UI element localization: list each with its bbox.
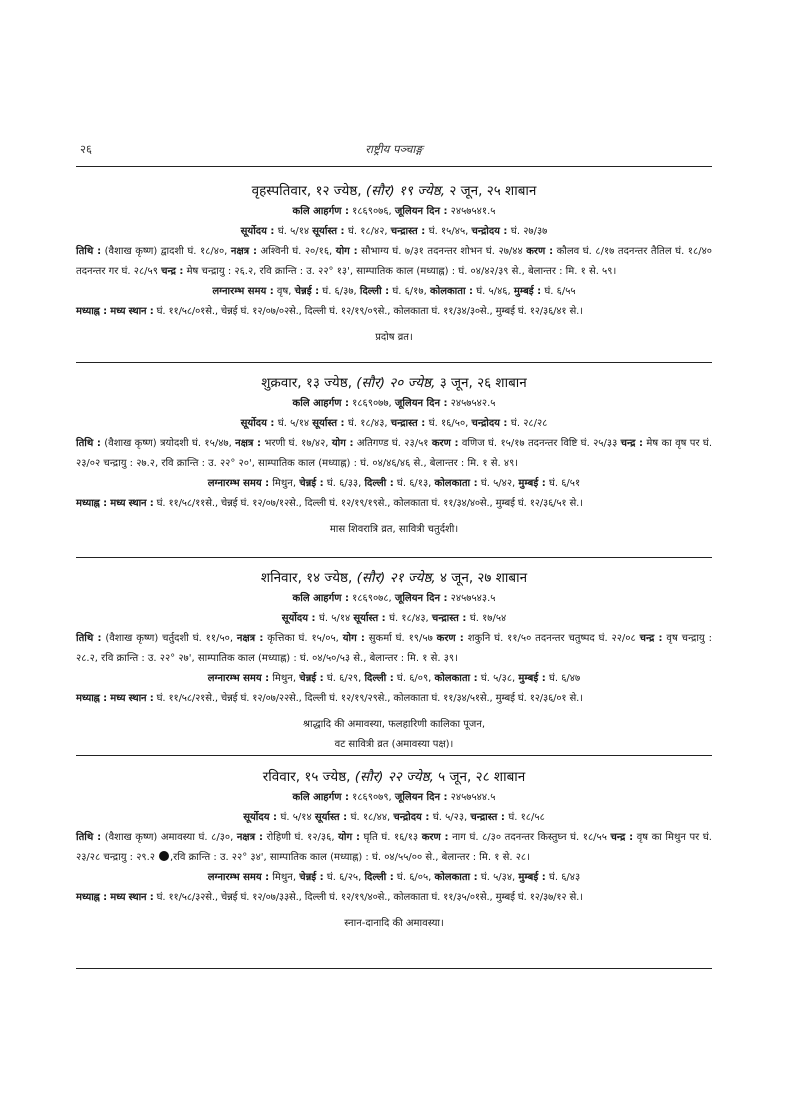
julian-value: २४५७५४२.५	[450, 398, 496, 409]
lagna-delhi: घं. ६/०५,	[396, 872, 432, 883]
day-title-rest: ५ जून, २८ शाबान	[438, 769, 526, 785]
sun-moon-value: घं. १८/४४,	[350, 812, 394, 823]
tithi-label: तिथि :	[76, 832, 102, 843]
chandra-label: चन्द्र :	[639, 633, 663, 644]
lagna-chennai-label: चेन्नई :	[294, 286, 320, 297]
yoga-label: योग :	[331, 438, 354, 449]
kali-value: १८६९०७७,	[352, 398, 392, 409]
lagna-mumbai: घं. ६/५१	[548, 478, 581, 489]
festival-line: मास शिवरात्रि व्रत, सावित्री चतुर्दशी।	[329, 524, 459, 535]
kali-value: १८६९०७८,	[352, 593, 392, 604]
sun-moon-label: सूर्योदय :	[240, 418, 278, 429]
madhyahna-label: मध्याह्न : मध्य स्थान :	[76, 498, 154, 509]
kali-label: कलि आहर्गण :	[292, 206, 349, 217]
lagna-chennai-label: चेन्नई :	[299, 673, 324, 684]
madhyahna-label: मध्याह्न : मध्य स्थान :	[76, 693, 154, 704]
kali-julian-line	[76, 202, 712, 222]
sun-moon-value: घं. १८/५८	[508, 812, 545, 823]
lagna-label: लग्नारम्भ समय :	[212, 286, 274, 297]
sun-moon-line	[76, 414, 712, 434]
yoga-label: योग :	[342, 633, 365, 644]
lagna-mumbai: घं. ६/४३	[548, 872, 581, 883]
lagna-delhi: घं. ६/१७,	[392, 286, 427, 297]
sun-moon-label: चन्द्रोदय :	[393, 812, 433, 823]
day-title	[76, 180, 712, 202]
day-title-rest: ४ जून, २७ शाबान	[440, 570, 528, 586]
day-title-rest: २ जून, २५ शाबान	[449, 183, 537, 199]
lagna-kolkata-label: कोलकाता :	[434, 872, 478, 883]
sun-moon-value: घं. १६/५०,	[428, 418, 472, 429]
sun-moon-label: चन्द्रास्त :	[390, 418, 429, 429]
sun-moon-label: सूर्योदय :	[281, 613, 319, 624]
lagna-delhi: घं. ६/१३,	[396, 478, 432, 489]
day-title	[76, 567, 712, 589]
madhyahna-value: घं. ११/५८/०१से., चेन्नई घं. १२/०७/०२से., दिल्ली घं. १२/१९/०९से., कोलकाता घं. ११/३४/३०से., मुम्बई घं. १२/३६/४१ से.।	[156, 306, 583, 317]
sun-moon-line	[76, 808, 712, 828]
lagna-mumbai: घं. ६/५५	[544, 286, 576, 297]
nakshatra-label: नक्षत्र :	[235, 438, 262, 449]
festival-line: वट सावित्री व्रत (अमावस्या पक्ष)।	[334, 739, 454, 750]
karana-value: कौलव घं. ८/१७ तदनन्तर तैतिल घं. १८/४० तदनन्तर गर घं. २८/५९	[76, 246, 712, 277]
festival-line: प्रदोष व्रत।	[375, 332, 413, 343]
lagna-line	[76, 868, 712, 888]
yoga-label: योग :	[338, 832, 360, 843]
lagna-delhi-label: दिल्ली :	[359, 286, 390, 297]
sun-moon-value: घं. १५/४५,	[428, 226, 472, 237]
sun-moon-label: सूर्यास्त :	[312, 226, 348, 237]
tithi-label: तिथि :	[76, 438, 101, 449]
day-title-rest: ३ जून, २६ शाबान	[439, 375, 527, 391]
lagna-chennai-label: चेन्नई :	[299, 478, 324, 489]
madhyahna-line	[76, 689, 712, 709]
julian-label: जूलियन दिन :	[394, 206, 448, 217]
tithi-value: (वैशाख कृष्ण) अमावस्या घं. ८/३०,	[104, 832, 234, 843]
tithi-value: (वैशाख कृष्ण) चर्तुदशी घं. ११/५०,	[105, 633, 234, 644]
section-rule	[76, 557, 712, 558]
tithi-paragraph	[76, 828, 712, 868]
chandra-value: ,रवि क्रान्ति : उ. २२° ३४', साम्पातिक काल (मध्याह्न) : घं. ०४/५५/०० से., बेलान्तर : मि. १ से. २८।	[170, 852, 530, 863]
chandra-label: चन्द्र :	[620, 438, 644, 449]
section-rule	[76, 755, 712, 756]
nakshatra-value: अश्विनी घं. २०/१६,	[260, 246, 333, 257]
lagna-rashi: मिथुन,	[272, 872, 297, 883]
day-title	[76, 766, 712, 788]
sun-moon-label: चन्द्रास्त :	[470, 812, 509, 823]
kali-julian-line	[76, 788, 712, 808]
sun-moon-label: सूर्यास्त :	[353, 613, 390, 624]
madhyahna-value: घं. ११/५८/३२से., चेन्नई घं. १२/०७/३३से., दिल्ली घं. १२/१९/४०से., कोलकाता घं. ११/३५/०१से., मुम्बई घं. १२/३७/१२ से.।	[156, 892, 583, 903]
day-title-main: रविवार, १५ ज्येष्ठ,	[262, 769, 351, 785]
lagna-line	[76, 669, 712, 689]
sun-moon-label: चन्द्रास्त :	[431, 613, 470, 624]
karana-label: करण :	[436, 633, 464, 644]
page-number: २६	[80, 142, 92, 156]
tithi-paragraph	[76, 629, 712, 669]
tithi-value: (वैशाख कृष्ण) त्रयोदशी घं. १५/४७,	[104, 438, 232, 449]
nakshatra-label: नक्षत्र :	[236, 633, 264, 644]
julian-value: २४५७५४१.५	[450, 206, 496, 217]
sun-moon-value: घं. १८/४३,	[348, 418, 391, 429]
yoga-value: सौभाग्य घं. ७/३१ तदनन्तर शोभन घं. २७/४४	[361, 246, 523, 257]
lagna-kolkata: घं. ५/४६,	[476, 286, 511, 297]
lagna-kolkata-label: कोलकाता :	[429, 286, 474, 297]
day-title-main: वृहस्पतिवार, १२ ज्येष्ठ,	[251, 183, 362, 199]
sun-moon-label: चन्द्रोदय :	[471, 418, 511, 429]
madhyahna-line	[76, 302, 712, 322]
nakshatra-value: भरणी घं. १७/४२,	[264, 438, 329, 449]
tithi-paragraph	[76, 434, 712, 474]
julian-label: जूलियन दिन :	[394, 593, 448, 604]
festivals	[76, 322, 712, 348]
lagna-label: लग्नारम्भ समय :	[207, 478, 270, 489]
lagna-delhi-label: दिल्ली :	[364, 478, 394, 489]
lagna-kolkata-label: कोलकाता :	[434, 478, 478, 489]
karana-value: वणिज घं. १५/१७ तदनन्तर विष्टि घं. २५/३३	[461, 438, 618, 449]
kali-value: १८६९०७६,	[352, 206, 392, 217]
sun-moon-label: चन्द्रोदय :	[471, 226, 511, 237]
madhyahna-label: मध्याह्न : मध्य स्थान :	[76, 892, 154, 903]
chandra-label: चन्द्र :	[610, 832, 634, 843]
lagna-delhi: घं. ६/०९,	[396, 673, 432, 684]
sun-moon-line	[76, 222, 712, 242]
sun-moon-value: घं. ५/१४	[277, 418, 313, 429]
nakshatra-label: नक्षत्र :	[236, 832, 263, 843]
karana-label: करण :	[526, 246, 554, 257]
lagna-mumbai: घं. ६/४७	[548, 673, 581, 684]
tithi-paragraph	[76, 242, 712, 282]
karana-label: करण :	[431, 438, 459, 449]
festivals	[76, 514, 712, 540]
lagna-delhi-label: दिल्ली :	[364, 673, 394, 684]
header-rule	[76, 166, 712, 167]
lagna-label: लग्नारम्भ समय :	[207, 872, 270, 883]
tithi-label: तिथि :	[76, 633, 102, 644]
lagna-rashi: वृष,	[276, 286, 292, 297]
lagna-kolkata-label: कोलकाता :	[434, 673, 478, 684]
day-title	[76, 372, 712, 394]
sun-moon-value: घं. १८/४३,	[389, 613, 432, 624]
chandra-value: वृष चन्द्रायु : २८.२, रवि क्रान्ति : उ. २२° २७', साम्पातिक काल (मध्याह्न) : घं. ०४/५०/५३ से., बेलान्तर : मि. १ से. ३९।	[76, 633, 712, 664]
sun-moon-value: घं. १७/५४	[469, 613, 507, 624]
book-title: राष्ट्रीय पञ्चाङ्ग	[365, 142, 423, 156]
karana-value: शकुनि घं. ११/५० तदनन्तर चतुष्पद घं. २२/०८	[467, 633, 636, 644]
day-title-saur: (सौर) २२ ज्येष्ठ,	[354, 769, 434, 785]
lagna-delhi-label: दिल्ली :	[364, 872, 394, 883]
section-rule	[76, 968, 712, 969]
kali-value: १८६९०७९,	[352, 792, 392, 803]
tithi-label: तिथि :	[76, 246, 102, 257]
day-title-saur: (सौर) २१ ज्येष्ठ,	[356, 570, 436, 586]
sun-moon-label: सूर्योदय :	[243, 812, 281, 823]
chandra-value: मेष का वृष पर घं. २३/०२ चन्द्रायु : २७.२, रवि क्रान्ति : उ. २२° २०', साम्पातिक काल (मध्याह्न) : घं. ०४/४६/४६ से., बेलान्तर : मि. १ से. ४९।	[76, 438, 713, 469]
chandra-pre: वृष का मिथुन पर घं. २३/२८ चन्द्रायु : २९.२	[76, 832, 712, 863]
yoga-label: योग :	[335, 246, 358, 257]
running-header	[76, 140, 712, 162]
lagna-label: लग्नारम्भ समय :	[207, 673, 270, 684]
section-rule	[76, 362, 712, 363]
sun-moon-label: सूर्यास्त :	[314, 812, 351, 823]
new-moon-icon	[159, 851, 169, 861]
julian-label: जूलियन दिन :	[394, 398, 448, 409]
lagna-mumbai-label: मुम्बई :	[513, 286, 542, 297]
day-entry	[76, 567, 712, 755]
julian-value: २४५७५४३.५	[450, 593, 496, 604]
day-entry	[76, 766, 712, 934]
kali-label: कलि आहर्गण :	[292, 398, 349, 409]
day-title-saur: (सौर) २० ज्येष्ठ,	[356, 375, 436, 391]
chandra-label: चन्द्र :	[161, 266, 184, 277]
yoga-value: सुकर्मा घं. १९/५७	[368, 633, 433, 644]
sun-moon-label: सूर्योदय :	[240, 226, 278, 237]
madhyahna-line	[76, 494, 712, 514]
lagna-rashi: मिथुन,	[272, 478, 297, 489]
julian-value: २४५७५४४.५	[450, 792, 496, 803]
karana-value: नाग घं. ८/३० तदनन्तर किस्तुघ्न घं. १८/५५	[452, 832, 607, 843]
tithi-value: (वैशाख कृष्ण) द्वादशी घं. १८/४०,	[104, 246, 228, 257]
sun-moon-value: घं. ५/१४	[318, 613, 354, 624]
festival-line: श्राद्धादि की अमावस्या, फलहारिणी कालिका पूजन,	[302, 719, 486, 730]
madhyahna-value: घं. ११/५८/११से., चेन्नई घं. १२/०७/१२से., दिल्ली घं. १२/१९/१९से., कोलकाता घं. ११/३४/४०से., मुम्बई घं. १२/३६/५१ से.।	[156, 498, 583, 509]
festival-line: स्नान-दानादि की अमावस्या।	[344, 918, 444, 929]
lagna-kolkata: घं. ५/३४,	[480, 872, 516, 883]
madhyahna-value: घं. ११/५८/२१से., चेन्नई घं. १२/०७/२२से., दिल्ली घं. १२/१९/२९से., कोलकाता घं. ११/३४/५१से., मुम्बई घं. १२/३६/०१ से.।	[156, 693, 583, 704]
yoga-value: घृति घं. १६/१३	[363, 832, 419, 843]
kali-label: कलि आहर्गण :	[292, 593, 349, 604]
lagna-mumbai-label: मुम्बई :	[518, 872, 546, 883]
sun-moon-value: घं. ५/१४	[280, 812, 315, 823]
lagna-kolkata: घं. ५/३८,	[480, 673, 516, 684]
lagna-line	[76, 474, 712, 494]
lagna-mumbai-label: मुम्बई :	[518, 478, 546, 489]
nakshatra-value: कृत्तिका घं. १५/०५,	[267, 633, 339, 644]
lagna-kolkata: घं. ५/४२,	[480, 478, 516, 489]
festivals	[76, 709, 712, 755]
chandra-value: मेष चन्द्रायु : २६.२, रवि क्रान्ति : उ. २२° १३', साम्पातिक काल (मध्याह्न) : घं. ०४/४२/३९ से., बेलान्तर : मि. १ से. ५९।	[186, 266, 617, 277]
day-title-saur: (सौर) १९ ज्येष्ठ,	[365, 183, 446, 199]
lagna-mumbai-label: मुम्बई :	[518, 673, 546, 684]
day-entry	[76, 180, 712, 348]
julian-label: जूलियन दिन :	[394, 792, 448, 803]
sun-moon-label: सूर्यास्त :	[312, 418, 348, 429]
sun-moon-value: घं. २७/३७	[510, 226, 548, 237]
lagna-chennai-label: चेन्नई :	[299, 872, 324, 883]
lagna-chennai: घं. ६/२५,	[326, 872, 362, 883]
lagna-line	[76, 282, 712, 302]
lagna-chennai: घं. ६/३७,	[322, 286, 357, 297]
day-title-main: शनिवार, १४ ज्येष्ठ,	[260, 570, 353, 586]
lagna-chennai: घं. ६/२९,	[326, 673, 362, 684]
kali-julian-line	[76, 394, 712, 414]
yoga-value: अतिगण्ड घं. २३/५१	[356, 438, 429, 449]
madhyahna-line	[76, 888, 712, 908]
festivals	[76, 908, 712, 934]
karana-label: करण :	[421, 832, 449, 843]
sun-moon-value: घं. ५/२३,	[432, 812, 471, 823]
sun-moon-value: घं. १८/४२,	[348, 226, 391, 237]
sun-moon-label: चन्द्रास्त :	[390, 226, 429, 237]
kali-julian-line	[76, 589, 712, 609]
day-title-main: शुक्रवार, १३ ज्येष्ठ,	[261, 375, 352, 391]
day-entry	[76, 372, 712, 540]
nakshatra-value: रोहिणी घं. १२/३६,	[266, 832, 335, 843]
sun-moon-line	[76, 609, 712, 629]
madhyahna-label: मध्याह्न : मध्य स्थान :	[76, 306, 154, 317]
kali-label: कलि आहर्गण :	[292, 792, 349, 803]
sun-moon-value: घं. ५/१४	[277, 226, 313, 237]
lagna-rashi: मिथुन,	[272, 673, 297, 684]
lagna-chennai: घं. ६/३३,	[326, 478, 362, 489]
nakshatra-label: नक्षत्र :	[230, 246, 257, 257]
sun-moon-value: घं. २८/२८	[510, 418, 548, 429]
